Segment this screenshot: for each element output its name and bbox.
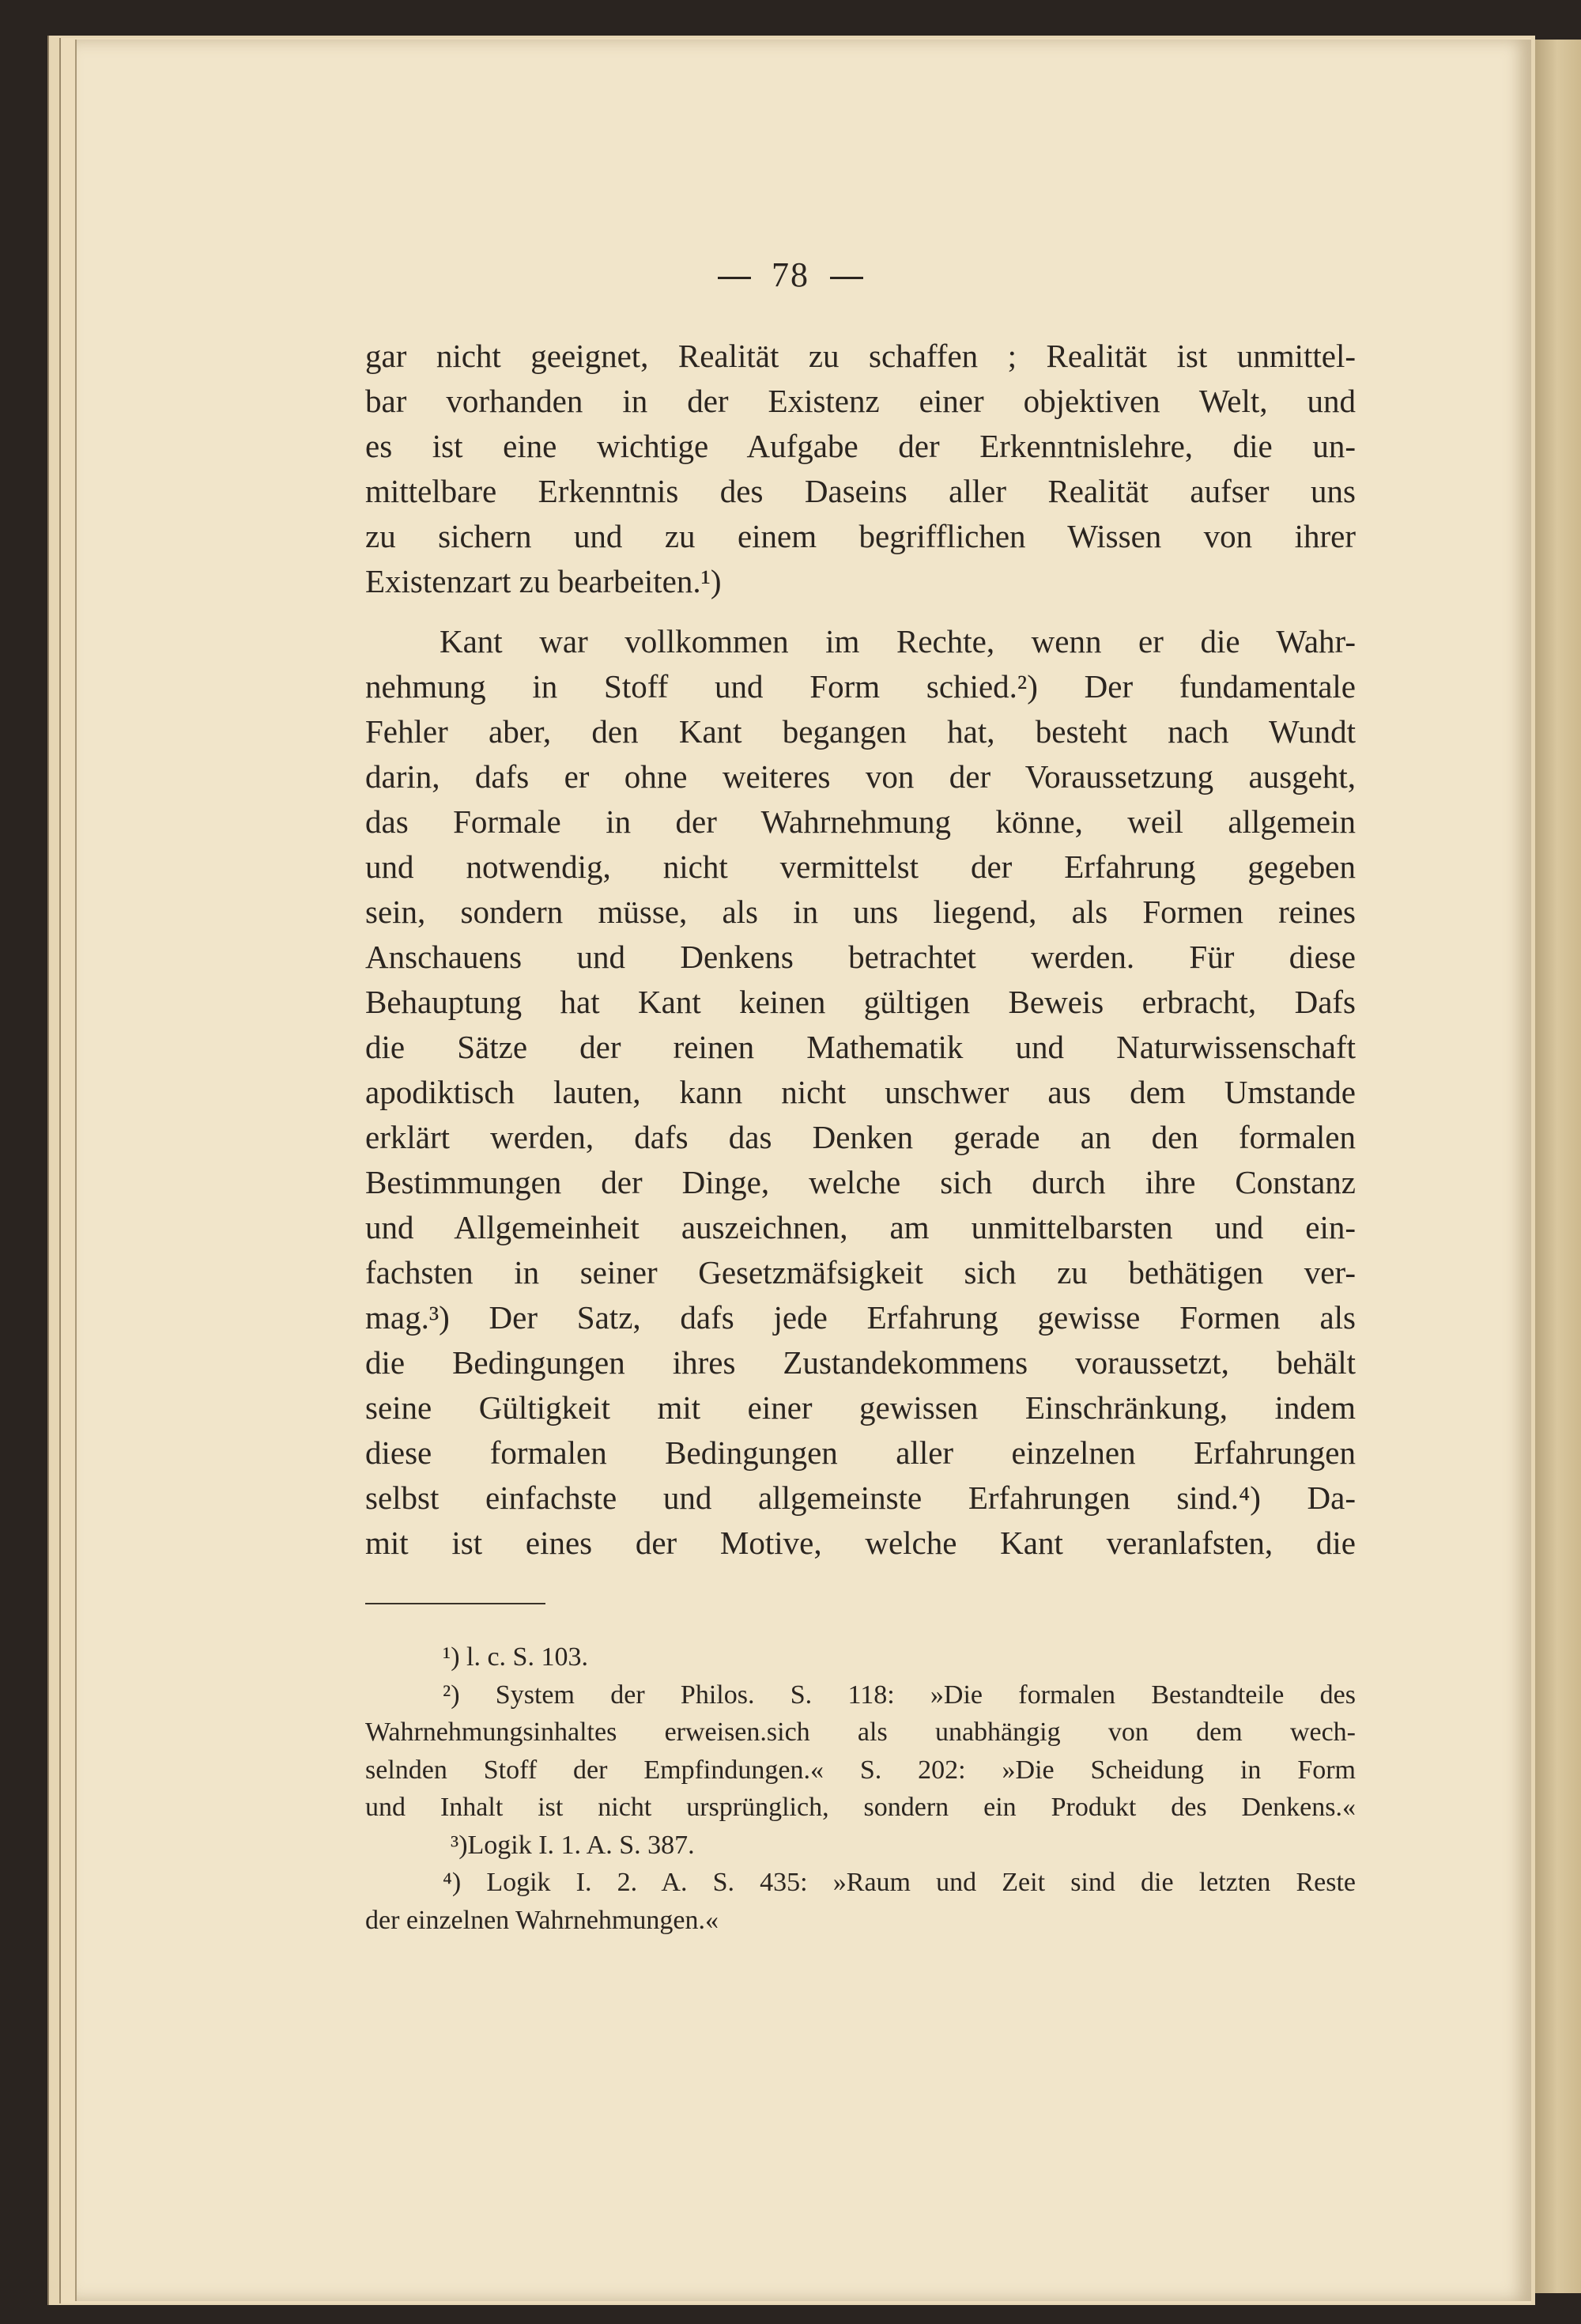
footnote-4-line: der einzelnen Wahrnehmungen.«	[365, 1905, 719, 1935]
footnote-2-line: selnden Stoff der Empfindungen.« S. 202: »Die Scheidung in Form	[365, 1755, 1356, 1785]
dash-right	[830, 277, 863, 279]
text-line: und notwendig, nicht vermittelst der Erfahrung gegeben	[365, 848, 1356, 885]
text-line: nehmung in Stoff und Form schied.²) Der fundamentale	[365, 668, 1356, 705]
text-line: zu sichern und zu einem begrifflichen Wissen von ihrer	[365, 518, 1356, 554]
text-line: Existenzart zu bearbeiten.¹)	[365, 563, 722, 599]
text-line: erklärt werden, dafs das Denken gerade an den formalen	[365, 1119, 1356, 1155]
text-line: Kant war vollkommen im Rechte, wenn er die Wahr-	[440, 623, 1356, 659]
paragraph-2	[365, 619, 1356, 1566]
text-line: die Sätze der reinen Mathematik und Naturwissenschaft	[365, 1029, 1356, 1065]
text-line: seine Gültigkeit mit einer gewissen Einschränkung, indem	[365, 1389, 1356, 1426]
text-line: gar nicht geeignet, Realität zu schaffen ; Realität ist unmittel-	[365, 338, 1356, 374]
text-line: es ist eine wichtige Aufgabe der Erkenntnislehre, die un-	[365, 428, 1356, 464]
text-line: darin, dafs er ohne weiteres von der Voraussetzung ausgeht,	[365, 758, 1356, 795]
text-line: fachsten in seiner Gesetzmäfsigkeit sich zu bethätigen ver-	[365, 1254, 1356, 1290]
body-text	[365, 334, 1356, 1566]
footnote-divider	[365, 1603, 545, 1604]
text-line: die Bedingungen ihres Zustandekommens voraussetzt, behält	[365, 1344, 1356, 1381]
text-line: Anschauens und Denkens betrachtet werden. Für diese	[365, 939, 1356, 975]
text-line: selbst einfachste und allgemeinste Erfahrungen sind.⁴) Da-	[365, 1479, 1356, 1516]
page-number-text: 78	[772, 255, 809, 294]
footnote-2: ²) System der Philos. S. 118: »Die formalen Bestandteile des	[443, 1680, 1356, 1710]
footnote-2-line: und Inhalt ist nicht ursprünglich, sondern ein Produkt des Denkens.«	[365, 1793, 1356, 1822]
footnote-1: ¹) l. c. S. 103.	[443, 1642, 588, 1672]
text-line: mit ist eines der Motive, welche Kant veranlafsten, die	[365, 1525, 1356, 1561]
text-line: diese formalen Bedingungen aller einzelnen Erfahrungen	[365, 1434, 1356, 1471]
footnote-3: ³)Logik I. 1. A. S. 387.	[451, 1830, 695, 1860]
text-line: mag.³) Der Satz, dafs jede Erfahrung gewisse Formen als	[365, 1299, 1356, 1336]
text-line: bar vorhanden in der Existenz einer objektiven Welt, und	[365, 383, 1356, 419]
page-number	[0, 255, 1581, 295]
paragraph-1	[365, 334, 1356, 604]
footnote-4: ⁴) Logik I. 2. A. S. 435: »Raum und Zeit sind die letzten Reste	[443, 1868, 1356, 1897]
text-line: mittelbare Erkenntnis des Daseins aller Realität aufser uns	[365, 473, 1356, 509]
text-line: apodiktisch lauten, kann nicht unschwer aus dem Umstande	[365, 1074, 1356, 1110]
text-line: Fehler aber, den Kant begangen hat, besteht nach Wundt	[365, 713, 1356, 750]
text-line: und Allgemeinheit auszeichnen, am unmittelbarsten und ein-	[365, 1209, 1356, 1245]
text-line: das Formale in der Wahrnehmung könne, weil allgemein	[365, 803, 1356, 840]
text-line: Behauptung hat Kant keinen gültigen Beweis erbracht, Dafs	[365, 984, 1356, 1020]
footnote-2-line: Wahrnehmungsinhaltes erweisen.sich als unabhängig von dem wech-	[365, 1717, 1356, 1747]
text-line: sein, sondern müsse, als in uns liegend, als Formen reines	[365, 894, 1356, 930]
footnotes	[365, 1638, 1356, 1939]
dash-left	[718, 277, 751, 279]
text-line: Bestimmungen der Dinge, welche sich durch ihre Constanz	[365, 1164, 1356, 1200]
